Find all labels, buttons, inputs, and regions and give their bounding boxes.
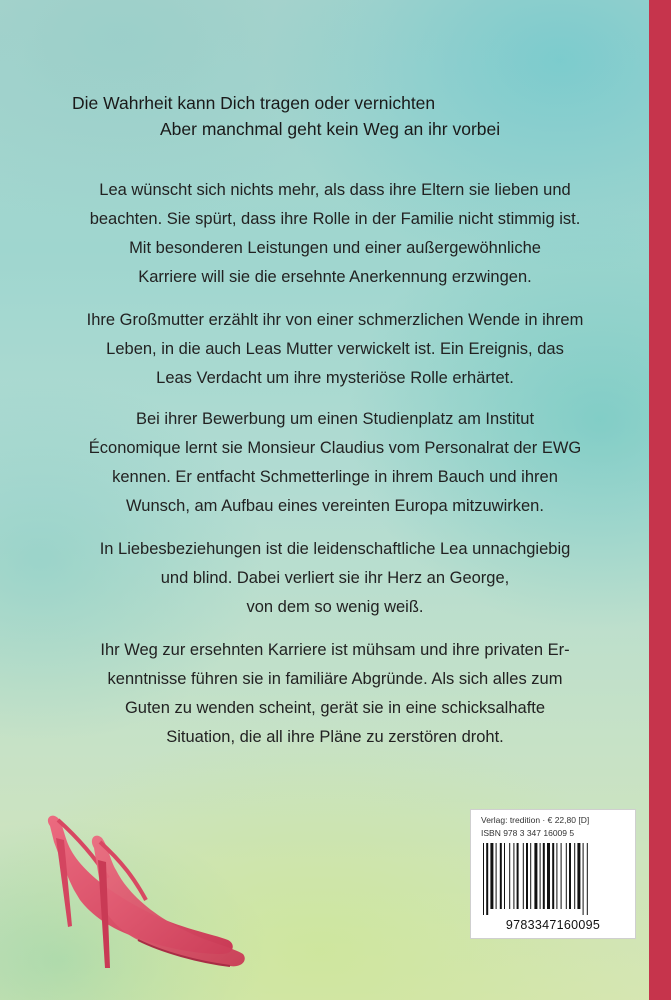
spine-stripe [649,0,671,1000]
blurb-paragraph-3 [40,405,630,521]
blurb-paragraph-1 [40,176,630,292]
blurb-line: In Liebesbeziehungen ist die leidenschaftliche Lea unnachgiebig [99,540,571,558]
blurb-paragraph-2 [40,306,630,393]
blurb-line: Ihre Großmutter erzählt ihr von einer schmerzlichen Wende in ihrem [86,311,584,329]
red-high-heel-shoes-icon [38,808,248,978]
blurb-paragraph-4 [40,535,630,622]
barcode-number: 9783347160095 [505,918,601,932]
blurb-line: und blind. Dabei verliert sie ihr Herz an George, [160,569,510,587]
blurb-line: von dem so wenig weiß. [246,598,424,616]
blurb-line: Mit besonderen Leistungen und einer außergewöhnliche [129,239,541,257]
tagline-line-2: Aber manchmal geht kein Weg an ihr vorbei [160,119,501,139]
tagline-line-1: Die Wahrheit kann Dich tragen oder vernichten [72,93,436,113]
blurb-line: Karriere will sie die ersehnte Anerkennung erzwingen. [138,268,532,286]
blurb-line: Wunsch, am Aufbau eines vereinten Europa mitzuwirken. [126,497,544,515]
blurb-line: Leas Verdacht um ihre mysteriöse Rolle erhärtet. [156,369,514,387]
blurb-line: kennen. Er entfacht Schmetterlinge in ihrem Bauch und ihren [112,468,558,486]
blurb-line: Situation, die all ihre Pläne zu zerstören droht. [166,728,504,746]
blurb-line: Guten zu wenden scheint, gerät sie in eine schicksalhafte [124,699,546,717]
blurb-line: Lea wünscht sich nichts mehr, als dass ihre Eltern sie lieben und [99,181,571,199]
blurb-line: Leben, in die auch Leas Mutter verwickelt ist. Ein Ereignis, das [106,340,564,358]
blurb-line: beachten. Sie spürt, dass ihre Rolle in der Familie nicht stimmig ist. [89,210,581,228]
blurb-line: Ihr Weg zur ersehnten Karriere ist mühsam und ihre privaten Er- [100,641,570,659]
barcode-label [470,809,636,939]
blurb-line: Économique lernt sie Monsieur Claudius vom Personalrat der EWG [88,439,582,457]
barcode-icon [481,843,625,915]
blurb-line: Bei ihrer Bewerbung um einen Studienplatz am Institut [135,410,535,428]
blurb-paragraph-5 [40,636,630,752]
blurb-line: kenntnisse führen sie in familiäre Abgründe. Als sich alles zum [107,670,563,688]
publisher-price-line: Verlag: tredition · € 22,80 [D] [481,815,590,825]
isbn-line: ISBN 978 3 347 16009 5 [481,828,575,838]
